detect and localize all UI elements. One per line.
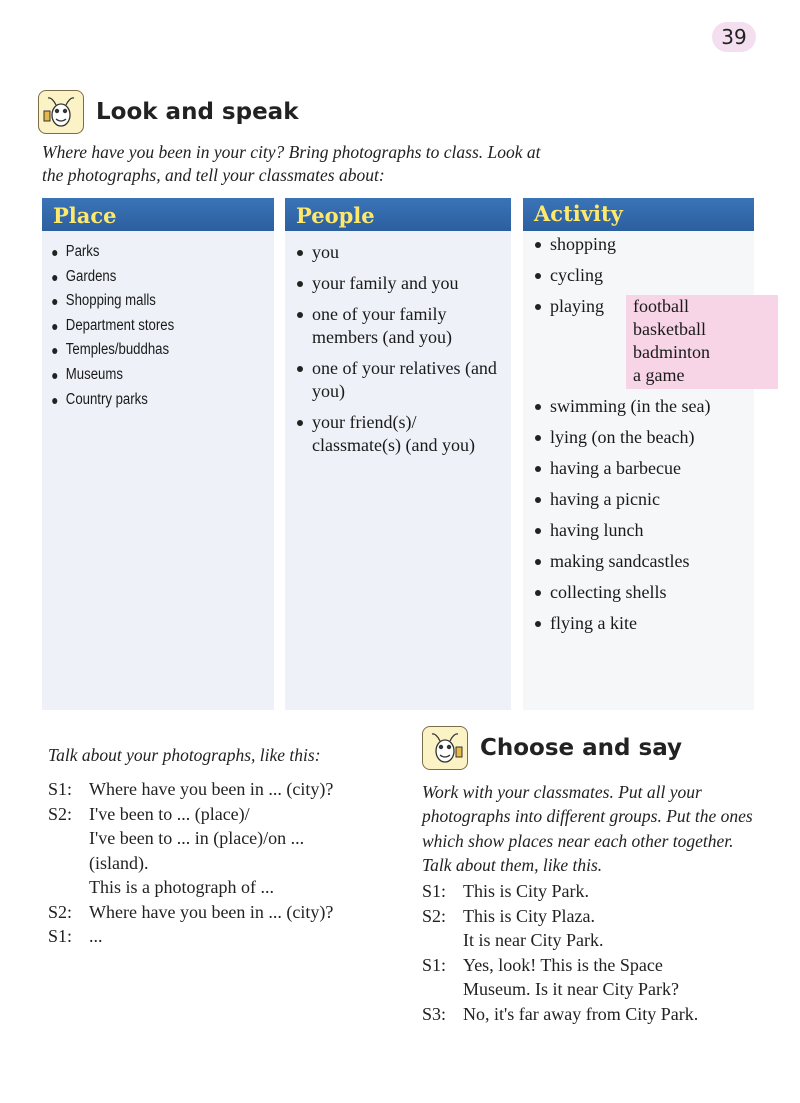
talk-dialog	[48, 777, 398, 949]
line-text: I've been to ... in (place)/on ...	[89, 828, 305, 848]
list-item: you	[285, 241, 511, 264]
look-intro: Where have you been in your city? Bring photographs to class. Look at the photographs, and tell your classmates about:	[42, 142, 541, 185]
dialog-line	[422, 1002, 762, 1027]
activity-column	[523, 198, 754, 710]
dialog-line	[422, 879, 762, 904]
list-item: Department stores	[42, 314, 239, 339]
list-item: collecting shells	[523, 581, 754, 604]
people-list	[285, 231, 511, 457]
list-item: your family and you	[285, 272, 511, 295]
line-text: Where have you been in ... (city)?	[89, 901, 334, 922]
place-list	[42, 231, 274, 412]
line-text: No, it's far away from City Park.	[463, 1003, 699, 1024]
choose-dialog	[422, 879, 762, 1026]
dialog-line	[48, 900, 398, 925]
activity-header: Activity	[523, 198, 754, 231]
section-title: Choose and say	[480, 735, 683, 761]
talk-intro: Talk about your photographs, like this:	[48, 745, 321, 765]
speaker: S1:	[48, 779, 73, 799]
list-item-playing	[523, 295, 754, 387]
playing-option: football	[633, 296, 689, 316]
cartoon-ant-icon	[422, 726, 468, 770]
speaker: S2:	[48, 901, 73, 922]
list-item: one of your relatives (and you)	[285, 357, 511, 403]
line-text: It is near City Park.	[463, 930, 604, 950]
list-item: shopping	[523, 233, 754, 256]
line-text: Yes, look! This is the Space	[463, 954, 663, 975]
list-item: Parks	[42, 240, 239, 265]
dialog-line	[422, 904, 762, 953]
vocabulary-table	[42, 198, 754, 710]
list-item: flying a kite	[523, 612, 754, 635]
activity-list	[523, 231, 754, 635]
line-text: I've been to ... (place)/	[89, 803, 250, 824]
speaker: S2:	[422, 905, 447, 926]
list-item: Gardens	[42, 265, 239, 290]
line-text: Where have you been in ... (city)?	[89, 779, 334, 799]
speaker: S1:	[48, 926, 73, 946]
place-header: Place	[42, 198, 274, 231]
playing-option: a game	[633, 365, 685, 385]
line-text: Museum. Is it near City Park?	[463, 979, 679, 999]
speaker: S3:	[422, 1003, 447, 1024]
speaker: S1:	[422, 954, 447, 975]
list-item: Shopping malls	[42, 289, 239, 314]
list-item: Museums	[42, 363, 239, 388]
line-text: This is City Plaza.	[463, 905, 595, 926]
dialog-line	[48, 777, 398, 802]
list-item: cycling	[523, 264, 754, 287]
line-text: This is City Park.	[463, 881, 590, 901]
cartoon-ant-icon	[38, 90, 84, 134]
place-column	[42, 198, 274, 710]
playing-label: playing	[550, 296, 604, 316]
playing-option: basketball	[633, 319, 706, 339]
list-item: one of your family members (and you)	[285, 303, 511, 349]
speaker: S1:	[422, 881, 447, 901]
list-item: lying (on the beach)	[523, 426, 754, 449]
dialog-line	[48, 802, 398, 900]
choose-and-say-heading	[422, 726, 682, 770]
line-text: ...	[89, 926, 103, 946]
list-item: having a picnic	[523, 488, 754, 511]
list-item: Temples/buddhas	[42, 338, 239, 363]
list-item: having lunch	[523, 519, 754, 542]
list-item: making sandcastles	[523, 550, 754, 573]
people-header: People	[285, 198, 511, 231]
list-item: having a barbecue	[523, 457, 754, 480]
choose-intro: Work with your classmates. Put all your photographs into different groups. Put the ones which show places near each other together. Talk about them, like this.	[422, 782, 753, 875]
look-and-speak-heading	[38, 90, 299, 134]
people-column	[285, 198, 511, 710]
section-title: Look and speak	[96, 99, 299, 125]
list-item: Country parks	[42, 388, 239, 413]
playing-option: badminton	[633, 342, 710, 362]
line-text: This is a photograph of ...	[89, 877, 274, 897]
list-item: your friend(s)/ classmate(s) (and you)	[285, 411, 511, 457]
list-item: swimming (in the sea)	[523, 395, 754, 418]
speaker: S2:	[48, 803, 73, 824]
page-number: 39	[712, 22, 756, 52]
dialog-line	[48, 924, 398, 949]
line-text: (island).	[89, 852, 149, 873]
dialog-line	[422, 953, 762, 1002]
